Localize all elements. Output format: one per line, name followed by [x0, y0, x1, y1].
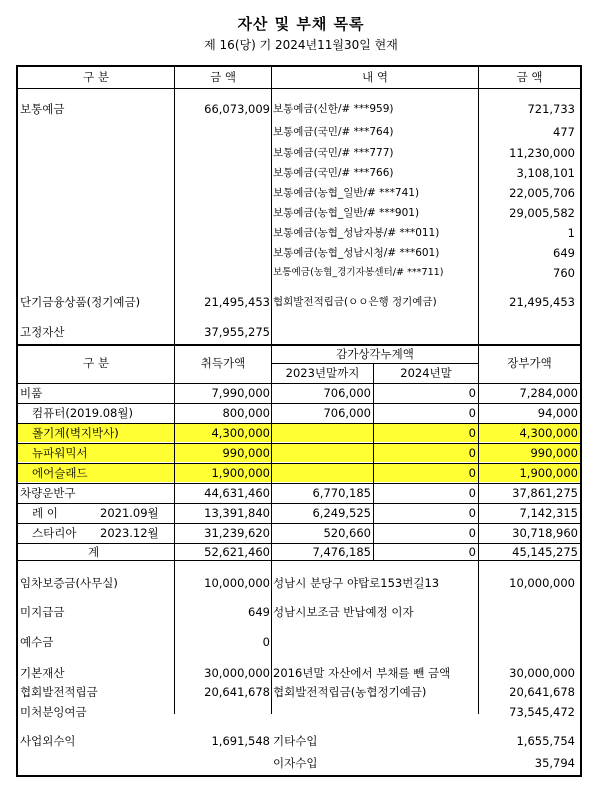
deposit-amount: 721,733: [527, 102, 575, 116]
asset-row-sub: 2021.09월: [100, 506, 159, 520]
bottom-row-label: 미처분잉여금: [20, 705, 87, 719]
asset-total-acq: 52,621,460: [204, 545, 270, 559]
document-title: 자산 및 부채 목록: [237, 15, 365, 33]
asset-header-book: 장부가액: [507, 356, 552, 370]
asset-header-dep-2023: 2023년말까지: [285, 366, 360, 380]
bottom-row-amount-2: 20,641,678: [509, 685, 575, 699]
document-subtitle: 제 16(당) 기 2024년11월30일 현재: [204, 38, 398, 52]
bottom-row-label: 협회발전적립금: [20, 685, 98, 699]
deposit-desc: 보통예금(신한/# ***959): [273, 103, 394, 115]
deposit-amount: 3,108,101: [516, 166, 575, 180]
bottom-row-amount: 1,691,548: [211, 734, 270, 748]
grid-line: [18, 88, 580, 89]
asset-row-d24: 0: [468, 526, 476, 540]
asset-row-acq: 7,990,000: [211, 386, 270, 400]
header-amount-2: 금 액: [516, 70, 543, 84]
short-term-amount: 21,495,453: [204, 295, 270, 309]
bottom-row-amount-2: 10,000,000: [509, 576, 575, 590]
deposit-desc: 보통예금(농협_일반/# ***901): [273, 207, 420, 219]
asset-row-book: 7,284,000: [519, 386, 578, 400]
asset-header-dep-2024: 2024년말: [400, 366, 452, 380]
asset-row-book: 37,861,275: [512, 486, 578, 500]
asset-total-d24: 0: [468, 545, 476, 559]
asset-row-name: 스타리아: [32, 526, 77, 540]
bottom-row-amount-2: 1,655,754: [516, 734, 575, 748]
bottom-row-desc: 협회발전적립금(농협정기예금): [273, 685, 427, 699]
asset-row-acq: 13,391,840: [204, 506, 270, 520]
asset-row-d23: 520,660: [323, 526, 371, 540]
asset-liability-sheet: [16, 65, 582, 777]
deposit-desc: 보통예금(농협_성남시청/# ***601): [273, 247, 440, 259]
asset-row-d24: 0: [468, 426, 476, 440]
asset-row-name: 폴기계(벽지박사): [32, 426, 119, 440]
asset-row-book: 990,000: [530, 446, 578, 460]
deposit-amount: 29,005,582: [509, 206, 575, 220]
asset-total-d23: 7,476,185: [312, 545, 371, 559]
asset-row-name: 레 이: [32, 506, 58, 520]
asset-total-label: 계: [88, 545, 100, 559]
bottom-row-amount-2: 35,794: [534, 756, 575, 770]
asset-row-d24: 0: [468, 406, 476, 420]
fixed-assets-label: 고정자산: [20, 325, 65, 339]
bottom-row-label: 임차보증금(사무실): [20, 576, 118, 590]
bottom-row-label: 기본재산: [20, 666, 65, 680]
bottom-row-amount: 10,000,000: [204, 576, 270, 590]
asset-row-name: 뉴파워믹서: [32, 446, 88, 460]
header-category: 구 분: [83, 70, 109, 84]
asset-row-book: 4,300,000: [519, 426, 578, 440]
asset-row-d24: 0: [468, 506, 476, 520]
bottom-row-label: 사업외수익: [20, 734, 76, 748]
asset-row-d24: 0: [468, 486, 476, 500]
asset-row-book: 30,718,960: [512, 526, 578, 540]
bottom-row-label: 미지급금: [20, 605, 65, 619]
deposit-label: 보통예금: [20, 102, 65, 116]
deposit-total: 66,073,009: [204, 102, 270, 116]
asset-row-d23: 706,000: [323, 386, 371, 400]
asset-row-acq: 800,000: [222, 406, 270, 420]
asset-header-category: 구 분: [83, 356, 109, 370]
asset-row-name: 에어슬래드: [32, 466, 88, 480]
deposit-amount: 649: [553, 246, 575, 260]
asset-row-d23: [272, 443, 371, 463]
fixed-assets-amount: 37,955,275: [204, 325, 270, 339]
asset-row-acq: 1,900,000: [211, 466, 270, 480]
asset-row-book: 1,900,000: [519, 466, 578, 480]
asset-row-d24: 0: [468, 446, 476, 460]
bottom-row-desc: 성남시 분당구 야탑로153번길13: [273, 576, 440, 590]
deposit-amount: 1: [567, 226, 575, 240]
bottom-row-amount-2: 30,000,000: [509, 666, 575, 680]
asset-row-d24: 0: [468, 466, 476, 480]
deposit-desc: 보통예금(농협_일반/# ***741): [273, 187, 420, 199]
header-details: 내 역: [362, 70, 388, 84]
short-term-label: 단기금융상품(정기예금): [20, 295, 141, 309]
deposit-desc: 보통예금(농협_경기자봉센터/# ***711): [273, 267, 444, 278]
deposit-desc: 보통예금(농협_성남자봉/# ***011): [273, 227, 440, 239]
asset-row-d23: [272, 463, 371, 483]
asset-row-d23: [272, 423, 371, 443]
asset-row-d23: 706,000: [323, 406, 371, 420]
bottom-row-amount: 20,641,678: [204, 685, 270, 699]
bottom-row-amount: 30,000,000: [204, 666, 270, 680]
deposit-desc: 보통예금(국민/# ***777): [273, 147, 394, 159]
bottom-row-desc: 성남시보조금 반납예정 이자: [273, 605, 414, 619]
asset-header-depreciation: 감가상각누계액: [336, 347, 414, 361]
bottom-row-desc: 기타수입: [273, 734, 318, 748]
asset-total-book: 45,145,275: [512, 545, 578, 559]
asset-row-d23: 6,249,525: [312, 506, 371, 520]
bottom-row-amount: 0: [262, 635, 270, 649]
asset-row-d23: 6,770,185: [312, 486, 371, 500]
bottom-row-amount: 649: [248, 605, 270, 619]
asset-row-name: 컴퓨터(2019.08월): [32, 406, 133, 420]
asset-header-acquisition: 취득가액: [200, 356, 246, 370]
short-term-desc: 협회발전적립금(ㅇㅇ은행 정기예금): [273, 296, 437, 308]
header-amount: 금 액: [210, 70, 236, 84]
asset-row-d24: 0: [468, 386, 476, 400]
asset-row-book: 94,000: [537, 406, 578, 420]
asset-row-acq: 31,239,620: [204, 526, 270, 540]
asset-row-acq: 990,000: [222, 446, 270, 460]
bottom-row-amount-2: 73,545,472: [509, 705, 575, 719]
asset-row-name: 차량운반구: [20, 486, 76, 500]
deposit-amount: 22,005,706: [509, 186, 575, 200]
deposit-amount: 11,230,000: [509, 146, 575, 160]
deposit-desc: 보통예금(국민/# ***766): [273, 167, 394, 179]
asset-row-sub: 2023.12월: [100, 526, 159, 540]
deposit-amount: 760: [553, 266, 575, 280]
bottom-row-desc: 이자수입: [273, 756, 318, 770]
asset-row-acq: 4,300,000: [211, 426, 270, 440]
asset-row-book: 7,142,315: [519, 506, 578, 520]
deposit-amount: 477: [553, 125, 575, 139]
short-term-amount-2: 21,495,453: [509, 295, 575, 309]
asset-row-name: 비품: [20, 386, 43, 400]
bottom-row-desc: 2016년말 자산에서 부채를 뺀 금액: [273, 666, 451, 680]
deposit-desc: 보통예금(국민/# ***764): [273, 126, 394, 138]
asset-row-acq: 44,631,460: [204, 486, 270, 500]
bottom-row-label: 예수금: [20, 635, 54, 649]
